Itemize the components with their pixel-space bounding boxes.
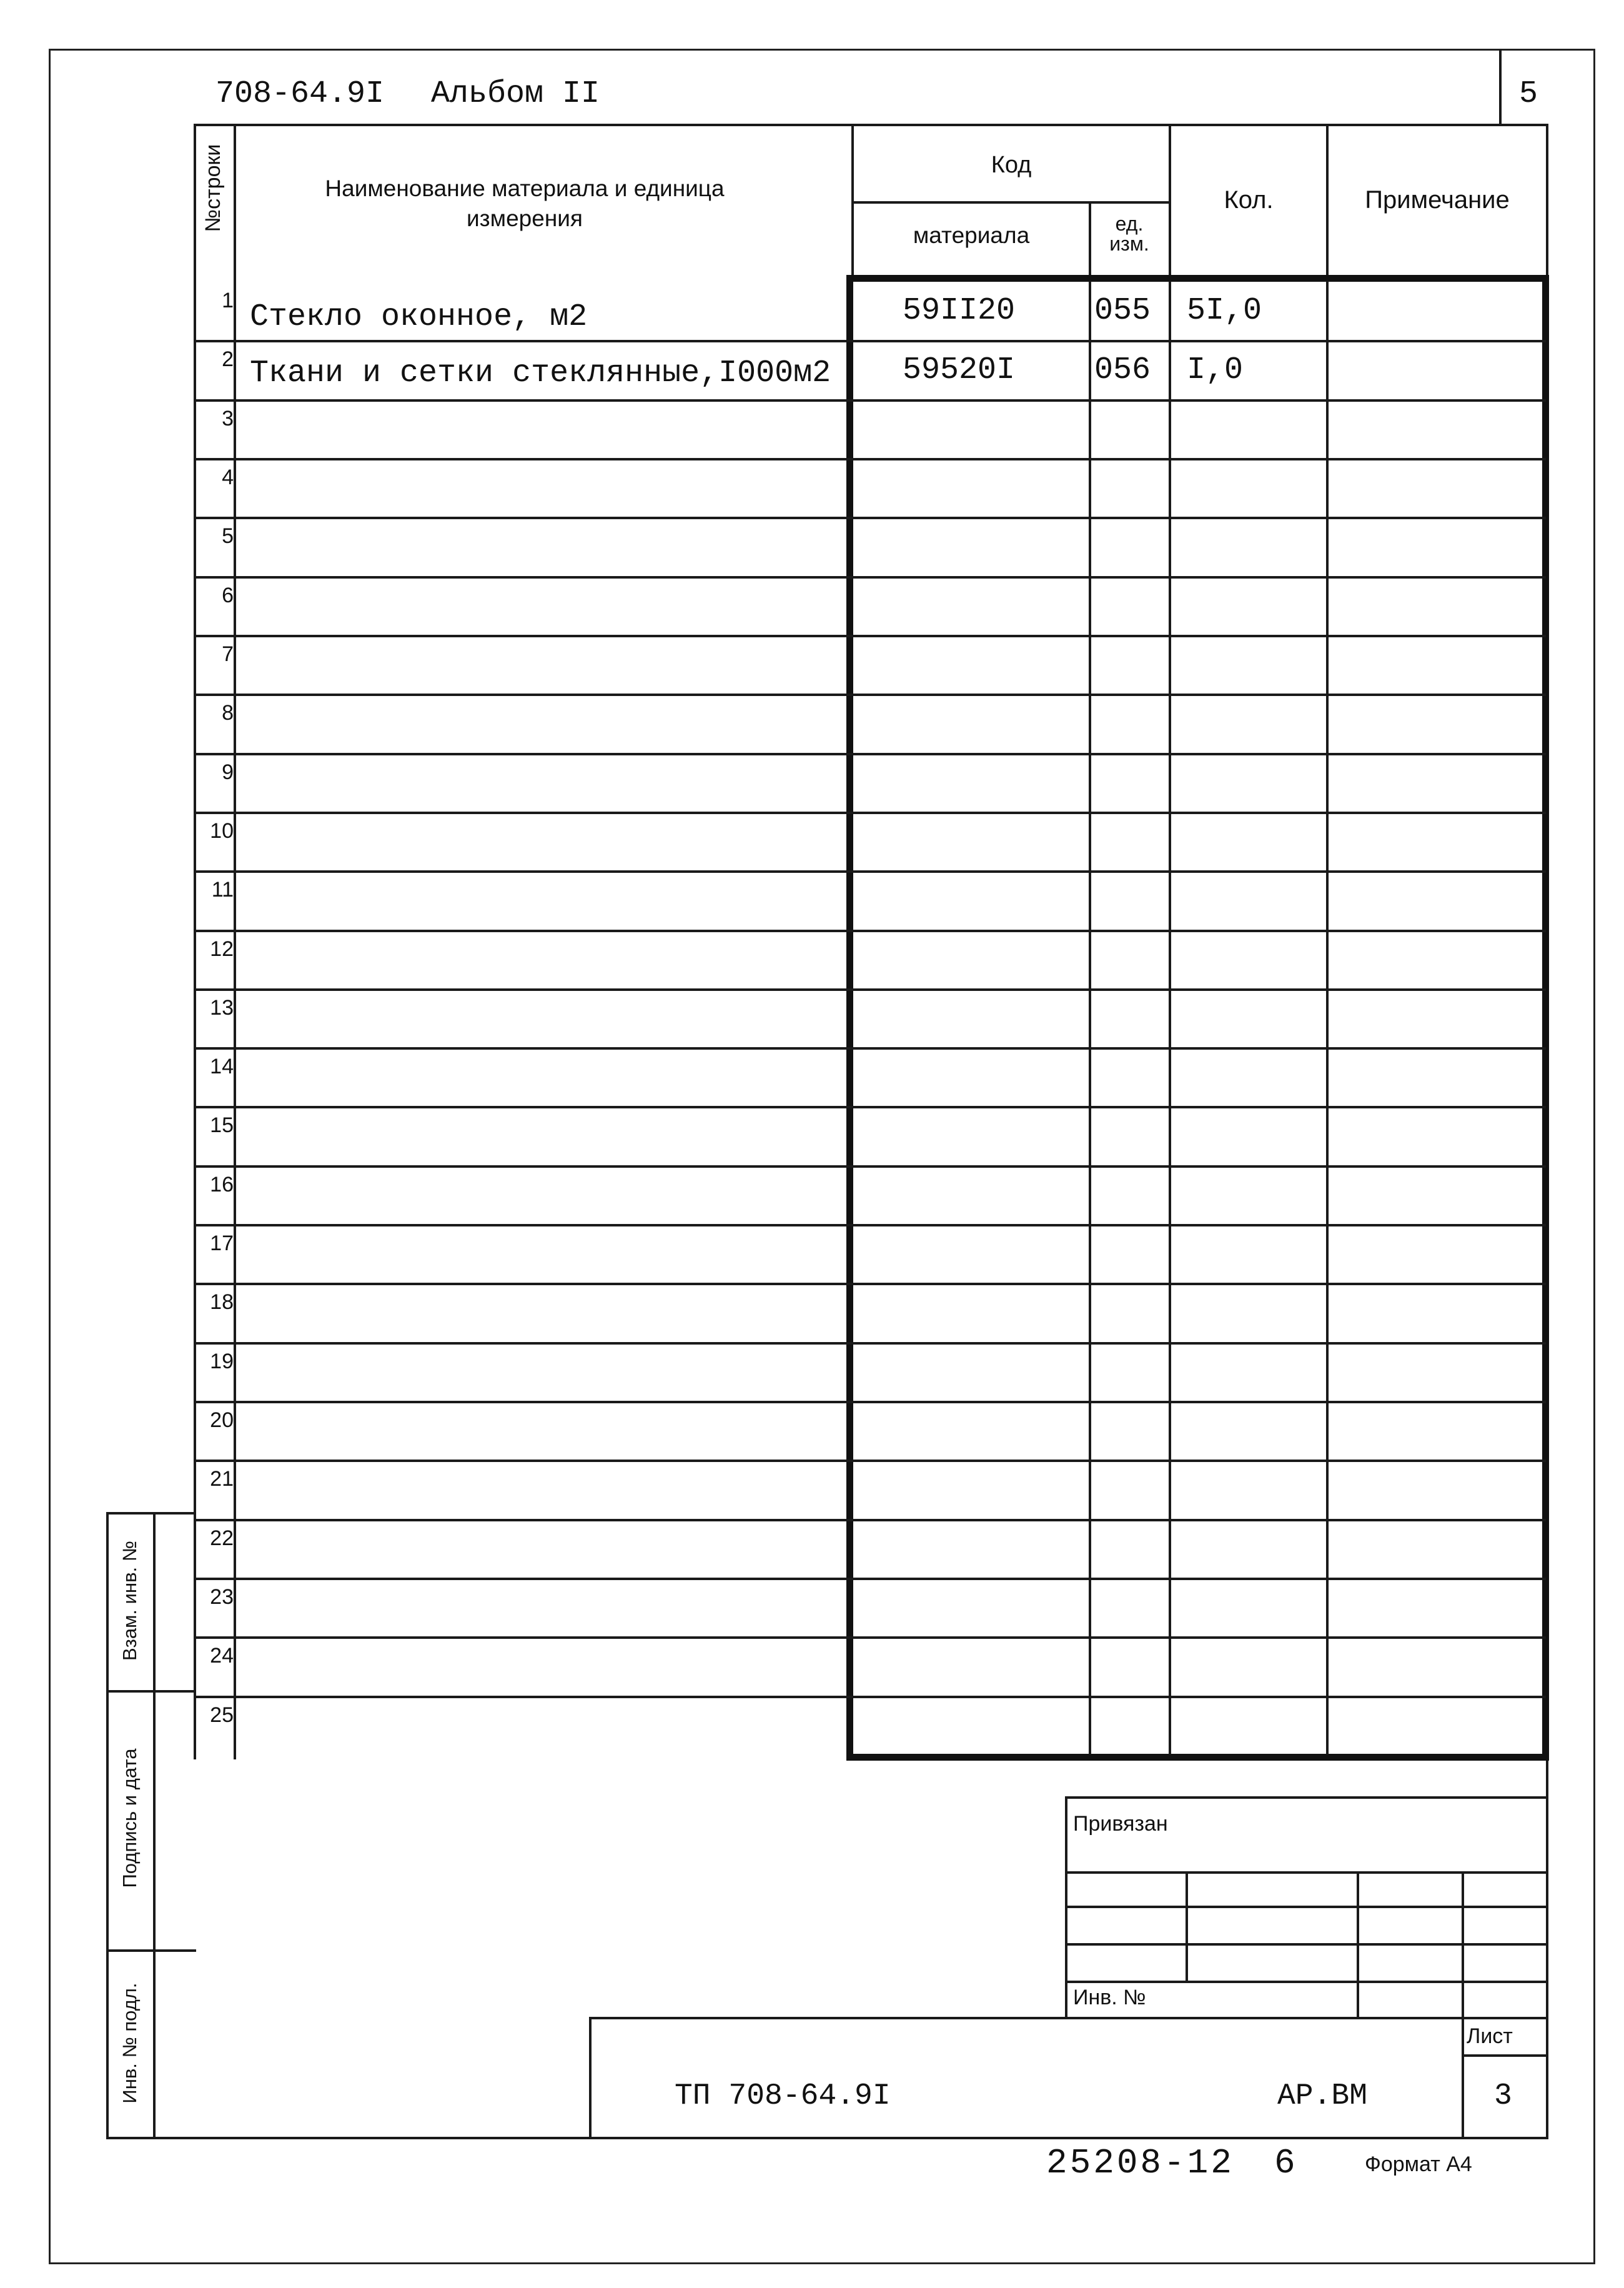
note-header: Примечание [1365,186,1510,214]
row-number: 8 [222,701,234,725]
row-1-qty: 5I,0 [1187,293,1262,329]
archive-number: 25208-12 [1046,2143,1234,2183]
unit-col-divider [1089,281,1091,1754]
row-number: 13 [210,996,234,1020]
row-separator [194,1460,1546,1462]
row-number: 10 [210,819,234,843]
row-separator [194,1401,1546,1403]
row-number: 5 [222,524,234,548]
stamp-div-1 [106,1690,196,1693]
section-code: АР.ВМ [1277,2079,1368,2113]
row-number: 15 [210,1113,234,1137]
sheet-label-line [1462,2054,1548,2057]
privyazan-row-1 [1065,1871,1548,1874]
row-number: 19 [210,1350,234,1373]
code-unit-header: ед. изм. [1109,212,1149,255]
stamp-left-edge [106,1512,109,2139]
privyazan-col-1 [1186,1871,1188,1981]
title-block-left [589,2017,592,2139]
privyazan-col-2 [1357,1871,1359,2017]
privyazan-row-2 [1065,1906,1548,1908]
row-separator [194,576,1546,579]
data-block-top [846,275,1549,282]
privyazan-row-3 [1065,1943,1548,1946]
row-separator [194,1519,1546,1521]
row-separator [194,1283,1546,1285]
name-code-divider [851,124,854,277]
row-separator [194,930,1546,932]
row-number: 7 [222,642,234,666]
page-number: 5 [1519,76,1538,112]
row-number: 18 [210,1290,234,1314]
row-2-qty: I,0 [1187,352,1244,388]
row-separator [194,694,1546,696]
designation: ТП 708-64.9I [675,2079,891,2113]
privyazan-label: Привязан [1073,1812,1168,1836]
row-1-code: 59II20 [903,293,1016,329]
row-number: 11 [211,878,234,902]
code-header: Код [991,152,1032,178]
podpis-data-label: Подпись и дата [119,1748,141,1888]
inv-no-label: Инв. № [1073,1986,1146,2009]
table-top-line [194,124,1548,126]
row-2-code: 59520I [903,352,1016,388]
qty-header: Кол. [1224,186,1274,214]
code-material-header: материала [913,222,1030,248]
row-separator [194,812,1546,814]
row-number: 21 [210,1467,234,1491]
row-number: 6 [222,584,234,607]
row-number: 12 [210,937,234,961]
row-number: 9 [222,760,234,784]
row-separator [194,1224,1546,1226]
qty-col-divider [1169,281,1171,1754]
row-number: 17 [210,1231,234,1255]
format-label: Формат А4 [1365,2152,1472,2176]
copy-number: 6 [1274,2143,1295,2183]
data-block-bottom [846,1754,1549,1761]
row-separator [194,1106,1546,1108]
row-number: 23 [210,1585,234,1609]
album-label: Альбом II [431,76,600,112]
row-number: 16 [210,1173,234,1196]
row-number: 4 [222,465,234,489]
data-block-left [846,275,853,1761]
row-number: 1 [222,289,234,312]
row-1-unit: 055 [1094,293,1151,329]
row-number: 3 [222,407,234,430]
vzam-inv-label: Взам. инв. № [119,1540,141,1661]
row-separator [194,1636,1546,1639]
row-separator [194,399,1546,402]
row-2-name: Ткани и сетки стеклянные,I000м2 [250,356,831,391]
code-unit-divider [1089,201,1091,277]
stamp-inner-edge [153,1512,156,2139]
row-2-unit: 056 [1094,352,1151,388]
row-number: 20 [210,1408,234,1432]
name-header [300,174,750,234]
code-subheader-line [853,201,1170,204]
page-bottom-line [106,2137,1548,2139]
row-separator [194,988,1546,991]
document-code: 708-64.9I [215,76,385,112]
row-separator [194,753,1546,755]
row-separator [194,1696,1546,1698]
row-number: 25 [210,1703,234,1727]
sheet-number: 3 [1494,2079,1512,2113]
privyazan-top [1065,1796,1548,1799]
row-number-header: №строки [201,144,225,232]
row-separator [194,870,1546,873]
row-separator [194,340,1546,342]
row-separator [194,517,1546,519]
row-number: 22 [210,1526,234,1550]
title-block-top [589,2017,1548,2019]
row-separator [194,1578,1546,1580]
row-separator [194,1342,1546,1345]
row-number: 14 [210,1055,234,1078]
row-separator [194,458,1546,460]
page-number-divider [1499,49,1502,124]
data-block-right [1542,275,1549,1761]
privyazan-row-4 [1065,1981,1548,1983]
row-separator [194,1047,1546,1050]
rownum-divider [234,124,236,1759]
privyazan-col-3 [1462,1871,1464,2139]
row-separator [194,1165,1546,1168]
row-number: 24 [210,1644,234,1668]
note-col-divider [1326,281,1329,1754]
inv-podl-label: Инв. № подл. [119,1982,141,2104]
row-number: 2 [222,347,234,371]
row-separator [194,635,1546,637]
sheet-label: Лист [1467,2024,1513,2048]
name-header-text: Наименование материала и единица измерения [325,176,725,231]
row-1-name: Стекло оконное, м2 [250,299,588,335]
